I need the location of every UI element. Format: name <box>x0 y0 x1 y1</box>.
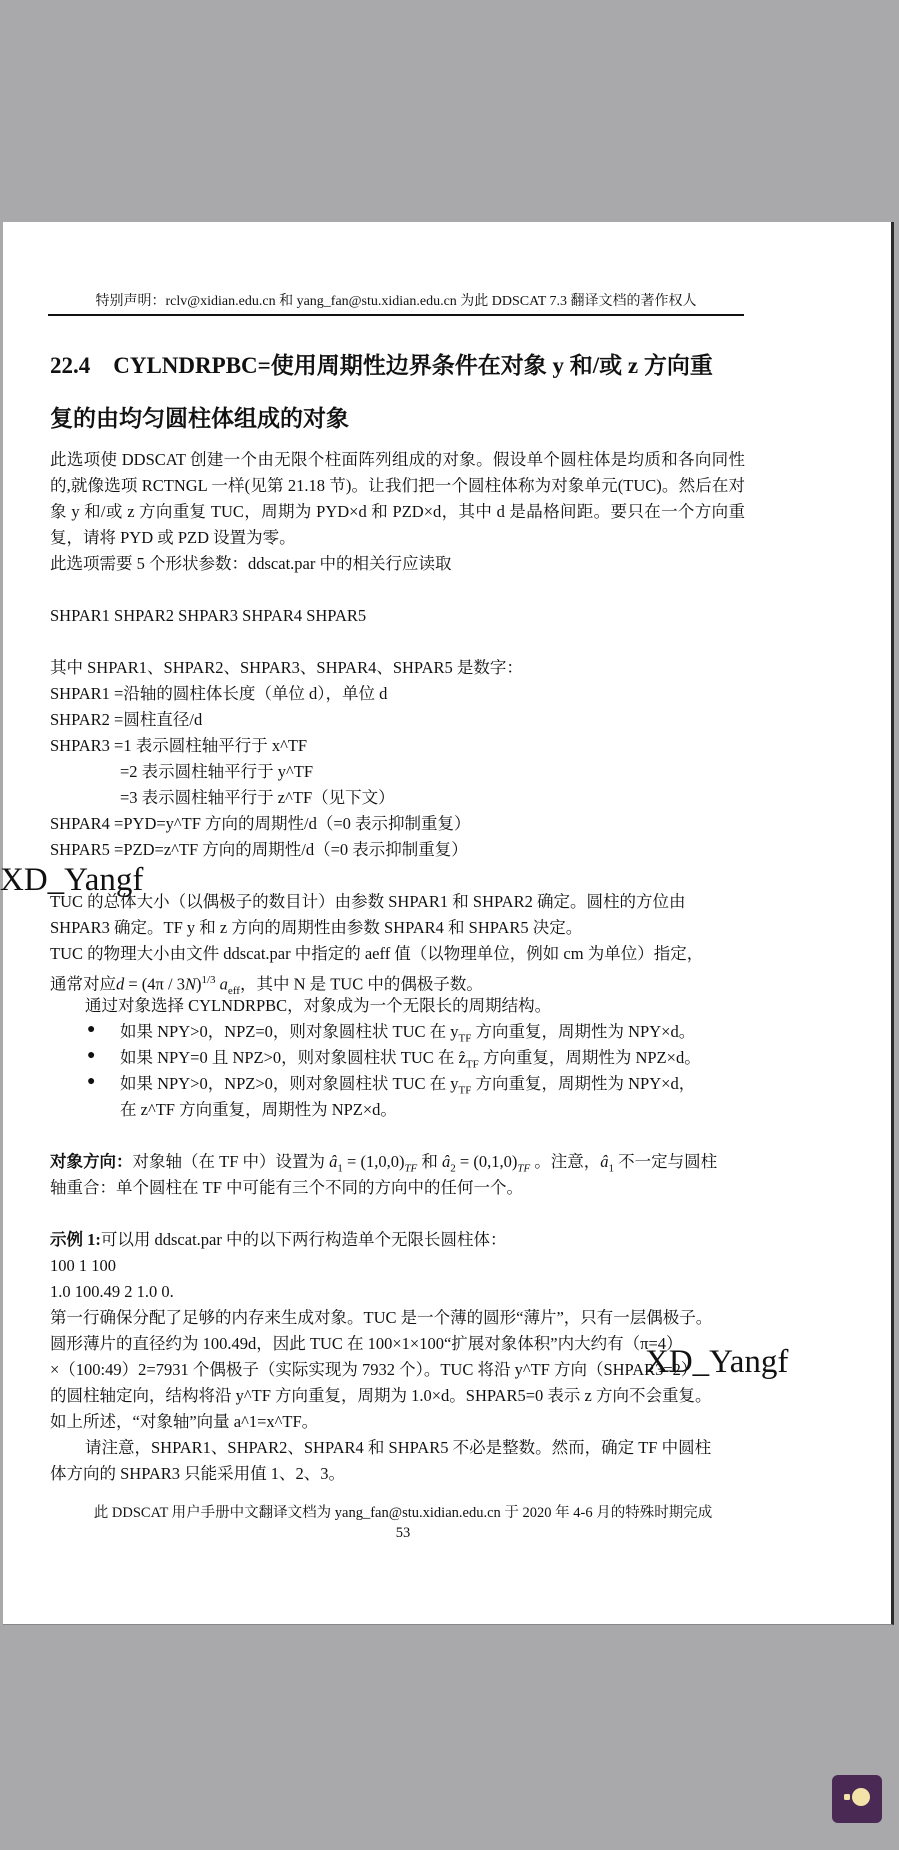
tuc-line1: TUC 的总体大小（以偶极子的数目计）由参数 SHPAR1 和 SHPAR2 确定。圆柱的方位由 <box>50 892 686 911</box>
phys-line2: 通常对应d = (4π / 3N)$^{1/3}$ $a_{eff}$，其中 N 是 TUC 中的偶极子数。 <box>50 974 483 997</box>
def-shpar3-2: =2 表示圆柱轴平行于 y^TF <box>120 762 314 781</box>
orientation-label: 对象方向： <box>50 1152 133 1171</box>
phys-line1: TUC 的物理大小由文件 ddscat.par 中指定的 aeff 值（以物理单位，例如 cm 为单位）指定， <box>50 944 704 963</box>
phys-line2-start: 通常对应 <box>50 974 116 994</box>
example-line2: 1.0 100.49 2 1.0 0. <box>50 1282 174 1301</box>
example-line1: 100 1 100 <box>50 1256 116 1275</box>
def-shpar1: SHPAR1 =沿轴的圆柱体长度（单位 d），单位 d <box>50 684 388 703</box>
intro-paragraph: 此选项使 DDSCAT 创建一个由无限个柱面阵列组成的对象。假设单个圆柱体是均质和各向同性的,就像选项 RCTNGL 一样(见第 21.18 节)。让我们把一个圆柱体称为对象单元(TUC)。然后在对象 y 和/或 z 方向重复 TUC，周期为 PYD×d 和 PZD×d，其中 d 是晶格间距。要只在一个方向重复，请将 PYD 或 PZD 设置为零。 <box>50 450 745 547</box>
page-footer <box>63 1503 743 1543</box>
footer-text: 此 DDSCAT 用户手册中文翻译文档为 yang_fan@stu.xidian.edu.cn 于 2020 年 4-6 月的特殊时期完成 <box>93 1505 713 1521</box>
def-shpar5: SHPAR5 =PZD=z^TF 方向的周期性/d（=0 表示抑制重复） <box>50 840 468 859</box>
phys-line2-end: ，其中 N 是 TUC 中的偶极子数。 <box>239 974 483 994</box>
example-para-1: 第一行确保分配了足够的内存来生成对象。TUC 是一个薄的圆形“薄片”，只有一层偶极子。 <box>50 1308 713 1327</box>
example-para-5: 如上所述，“对象轴”向量 a^1=x^TF。 <box>50 1412 319 1431</box>
bullet3-text-b: 方向重复，周期性为 NPY×d， <box>475 1074 696 1093</box>
def-shpar2: SHPAR2 =圆柱直径/d <box>50 710 203 729</box>
bullet1-text-b: 方向重复，周期性为 NPY×d。 <box>475 1022 696 1041</box>
def-shpar4: SHPAR4 =PYD=y^TF 方向的周期性/d（=0 表示抑制重复） <box>50 814 471 833</box>
note-line2: 体方向的 SHPAR3 只能采用值 1、2、3。 <box>50 1464 346 1483</box>
note-line1: 请注意，SHPAR1、SHPAR2、SHPAR4 和 SHPAR5 不必是整数。然而，确定 TF 中圆柱 <box>85 1438 712 1457</box>
bullet1-text: 如果 NPY>0，NPZ=0，则对象圆柱状 TUC 在 y <box>120 1022 459 1041</box>
example-text: 可以用 ddscat.par 中的以下两行构造单个无限长圆柱体： <box>100 1230 507 1249</box>
document-page <box>0 222 894 1625</box>
toggle-button[interactable] <box>832 1775 882 1823</box>
where-line: 其中 SHPAR1、SHPAR2、SHPAR3、SHPAR4、SHPAR5 是数字： <box>50 658 523 677</box>
lightbulb-icon <box>842 1786 872 1813</box>
orient-text4: 不一定与圆柱 <box>618 1152 718 1171</box>
orient-text3: 。注意， <box>534 1152 601 1171</box>
bullet3-text: 如果 NPY>0，NPZ>0，则对象圆柱状 TUC 在 y <box>120 1074 459 1093</box>
tuc-line2: SHPAR3 确定。TF y 和 z 方向的周期性由参数 SHPAR4 和 SHPAR5 决定。 <box>50 918 583 937</box>
section-heading-line1: 22.4 CYLNDRPBC=使用周期性边界条件在对象 y 和/或 z 方向重 <box>50 353 713 378</box>
example-label: 示例 1: <box>50 1230 101 1249</box>
orientation-line2: 轴重合：单个圆柱在 TF 中可能有三个不同的方向中的任何一个。 <box>50 1178 524 1197</box>
param-intro: 此选项需要 5 个形状参数：ddscat.par 中的相关行应读取 <box>50 554 452 573</box>
bullet-dot: ● <box>87 1074 96 1089</box>
formula-aeff: d <box>116 974 125 994</box>
example-para-4: 的圆柱轴定向，结构将沿 y^TF 方向重复，周期为 1.0×d。SHPAR5=0 表示 z 方向不会重复。 <box>50 1386 712 1405</box>
bullet-dot: ● <box>87 1022 96 1037</box>
select-line: 通过对象选择 CYLNDRPBC，对象成为一个无限长的周期结构。 <box>85 996 552 1015</box>
shpar-line: SHPAR1 SHPAR2 SHPAR3 SHPAR4 SHPAR5 <box>50 606 367 625</box>
watermark-left: XD_Yangf <box>0 862 144 898</box>
example-heading <box>50 1227 506 1253</box>
bullet2-text-b: 方向重复，周期性为 NPZ×d。 <box>482 1048 701 1067</box>
section-heading-line2: 复的由均匀圆柱体组成的对象 <box>50 406 349 431</box>
example-para-3: ×（100:49）2=7931 个偶极子（实际实现为 7932 个）。TUC 将沿 y^TF 方向（SHPAR3=2） <box>50 1360 698 1379</box>
example-para-2: 圆形薄片的直径约为 100.49d，因此 TUC 在 100×1×100“扩展对象体积”内大约有（π=4） <box>50 1334 683 1353</box>
bullet-item-1: 如果 NPY>0，NPZ=0，则对象圆柱状 TUC 在 $y_{TF}$ 方向重复，周期性为 NPY×d。 <box>120 1022 696 1045</box>
def-shpar3-3: =3 表示圆柱轴平行于 z^TF（见下文） <box>120 788 395 807</box>
bullet-item-3-cont: 在 z^TF 方向重复，周期性为 NPZ×d。 <box>120 1100 397 1119</box>
bullet-dot: ● <box>87 1048 96 1063</box>
orientation-line1: 对象方向：对象轴（在 TF 中）设置为 $â_1 = (1,0,0)_{TF}$ 和 $â_2 = (0,1,0)_{TF}$ 。注意，$â_1$ 不一定与圆柱 <box>50 1152 718 1175</box>
orient-text2: 和 <box>421 1152 438 1171</box>
def-shpar3: SHPAR3 =1 表示圆柱轴平行于 x^TF <box>50 736 308 755</box>
bullet-item-3: 如果 NPY>0，NPZ>0，则对象圆柱状 TUC 在 $y_{TF}$ 方向重复，周期性为 NPY×d， <box>120 1074 696 1097</box>
page-header: 特别声明：rclv@xidian.edu.cn 和 yang_fan@stu.xidian.edu.cn 为此 DDSCAT 7.3 翻译文档的著作权人 <box>48 290 744 316</box>
watermark-right: XD_Yangf <box>645 1344 789 1380</box>
orient-text1: 对象轴（在 TF 中）设置为 <box>132 1152 326 1171</box>
page-number: 53 <box>395 1525 411 1541</box>
bullet-item-2: 如果 NPY=0 且 NPZ>0，则对象圆柱状 TUC 在 ẑ$_{TF}$ 方向重复，周期性为 NPZ×d。 <box>120 1048 701 1071</box>
bullet2-text: 如果 NPY=0 且 NPZ>0，则对象圆柱状 TUC 在 <box>120 1048 455 1067</box>
